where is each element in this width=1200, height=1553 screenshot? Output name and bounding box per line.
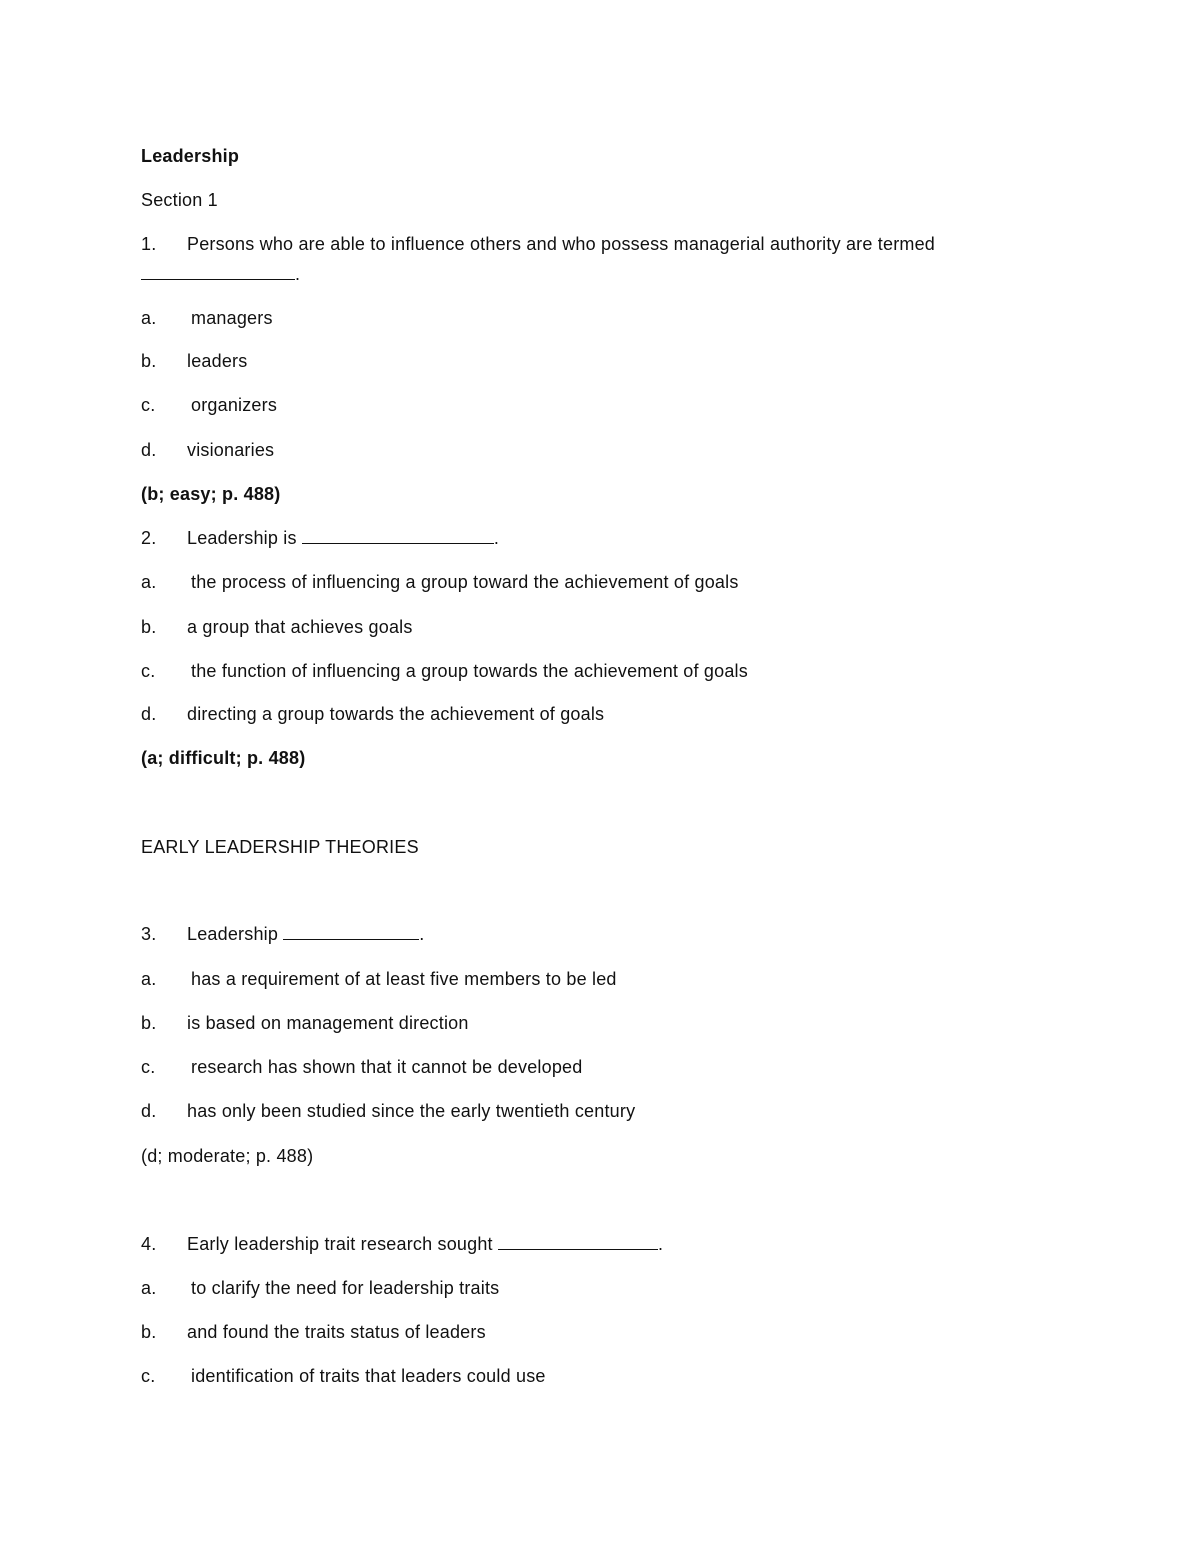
question-4-stem (141, 1232, 663, 1256)
option-text: organizers (191, 395, 278, 415)
option-text: the function of influencing a group towards the achievement of goals (191, 661, 748, 681)
option-text: identification of traits that leaders could use (191, 1366, 546, 1386)
question-text: Early leadership trait research sought (187, 1234, 493, 1254)
option-d (141, 438, 274, 462)
option-text: directing a group towards the achievement of goals (187, 704, 605, 724)
question-end: . (493, 528, 500, 548)
answer-key-1: (b; easy; p. 488) (141, 484, 281, 504)
question-number: 4. (141, 1234, 157, 1254)
option-c (141, 1055, 582, 1079)
option-text: visionaries (187, 440, 275, 460)
option-c (141, 1364, 546, 1388)
question-number: 2. (141, 528, 157, 548)
question-end: . (419, 924, 425, 944)
option-a (141, 570, 739, 594)
option-letter: c. (141, 395, 156, 415)
option-letter: d. (141, 1101, 157, 1121)
option-letter: a. (141, 969, 157, 989)
option-text: to clarify the need for leadership traits (191, 1278, 500, 1298)
option-text: the process of influencing a group toward the achievement of goals (191, 572, 739, 592)
option-b (141, 349, 247, 373)
answer-key-3: (d; moderate; p. 488) (141, 1146, 314, 1166)
question-3-stem (141, 922, 424, 946)
option-letter: a. (141, 572, 157, 592)
option-c (141, 393, 277, 417)
question-1-stem (141, 232, 935, 256)
answer-blank (302, 527, 494, 544)
question-end: . (295, 264, 301, 284)
option-text: leaders (187, 351, 248, 371)
option-letter: c. (141, 661, 156, 681)
question-1-blank-line (141, 262, 300, 286)
question-text: Leadership (187, 924, 279, 944)
option-d (141, 702, 604, 726)
option-d (141, 1099, 635, 1123)
answer-blank (498, 1233, 658, 1250)
answer-key-2: (a; difficult; p. 488) (141, 748, 306, 768)
option-text: a group that achieves goals (187, 617, 413, 637)
document-title: Leadership (141, 146, 240, 166)
option-text: has only been studied since the early twentieth century (187, 1101, 636, 1121)
option-text: research has shown that it cannot be developed (191, 1057, 583, 1077)
option-letter: b. (141, 351, 157, 371)
option-b (141, 1320, 486, 1344)
question-end: . (657, 1234, 664, 1254)
question-text: Persons who are able to influence others and who possess managerial authority are termed (187, 234, 936, 254)
option-text: managers (191, 308, 273, 328)
option-letter: b. (141, 1013, 157, 1033)
option-text: and found the traits status of leaders (187, 1322, 486, 1342)
question-number: 3. (141, 924, 157, 944)
option-text: is based on management direction (187, 1013, 469, 1033)
option-a (141, 1276, 499, 1300)
option-letter: d. (141, 440, 157, 460)
question-text: Leadership is (187, 528, 297, 548)
option-letter: a. (141, 308, 157, 328)
option-letter: a. (141, 1278, 157, 1298)
option-a (141, 306, 273, 330)
section-heading: EARLY LEADERSHIP THEORIES (141, 837, 419, 857)
option-letter: c. (141, 1366, 156, 1386)
answer-blank (141, 263, 295, 280)
section-label: Section 1 (141, 190, 218, 210)
option-letter: b. (141, 1322, 157, 1342)
option-c (141, 659, 748, 683)
option-letter: c. (141, 1057, 156, 1077)
answer-blank (283, 923, 419, 940)
question-2-stem (141, 526, 499, 550)
question-number: 1. (141, 234, 157, 254)
option-text: has a requirement of at least five members to be led (191, 969, 617, 989)
option-letter: b. (141, 617, 157, 637)
option-b (141, 1011, 469, 1035)
option-b (141, 615, 413, 639)
option-a (141, 967, 617, 991)
option-letter: d. (141, 704, 157, 724)
